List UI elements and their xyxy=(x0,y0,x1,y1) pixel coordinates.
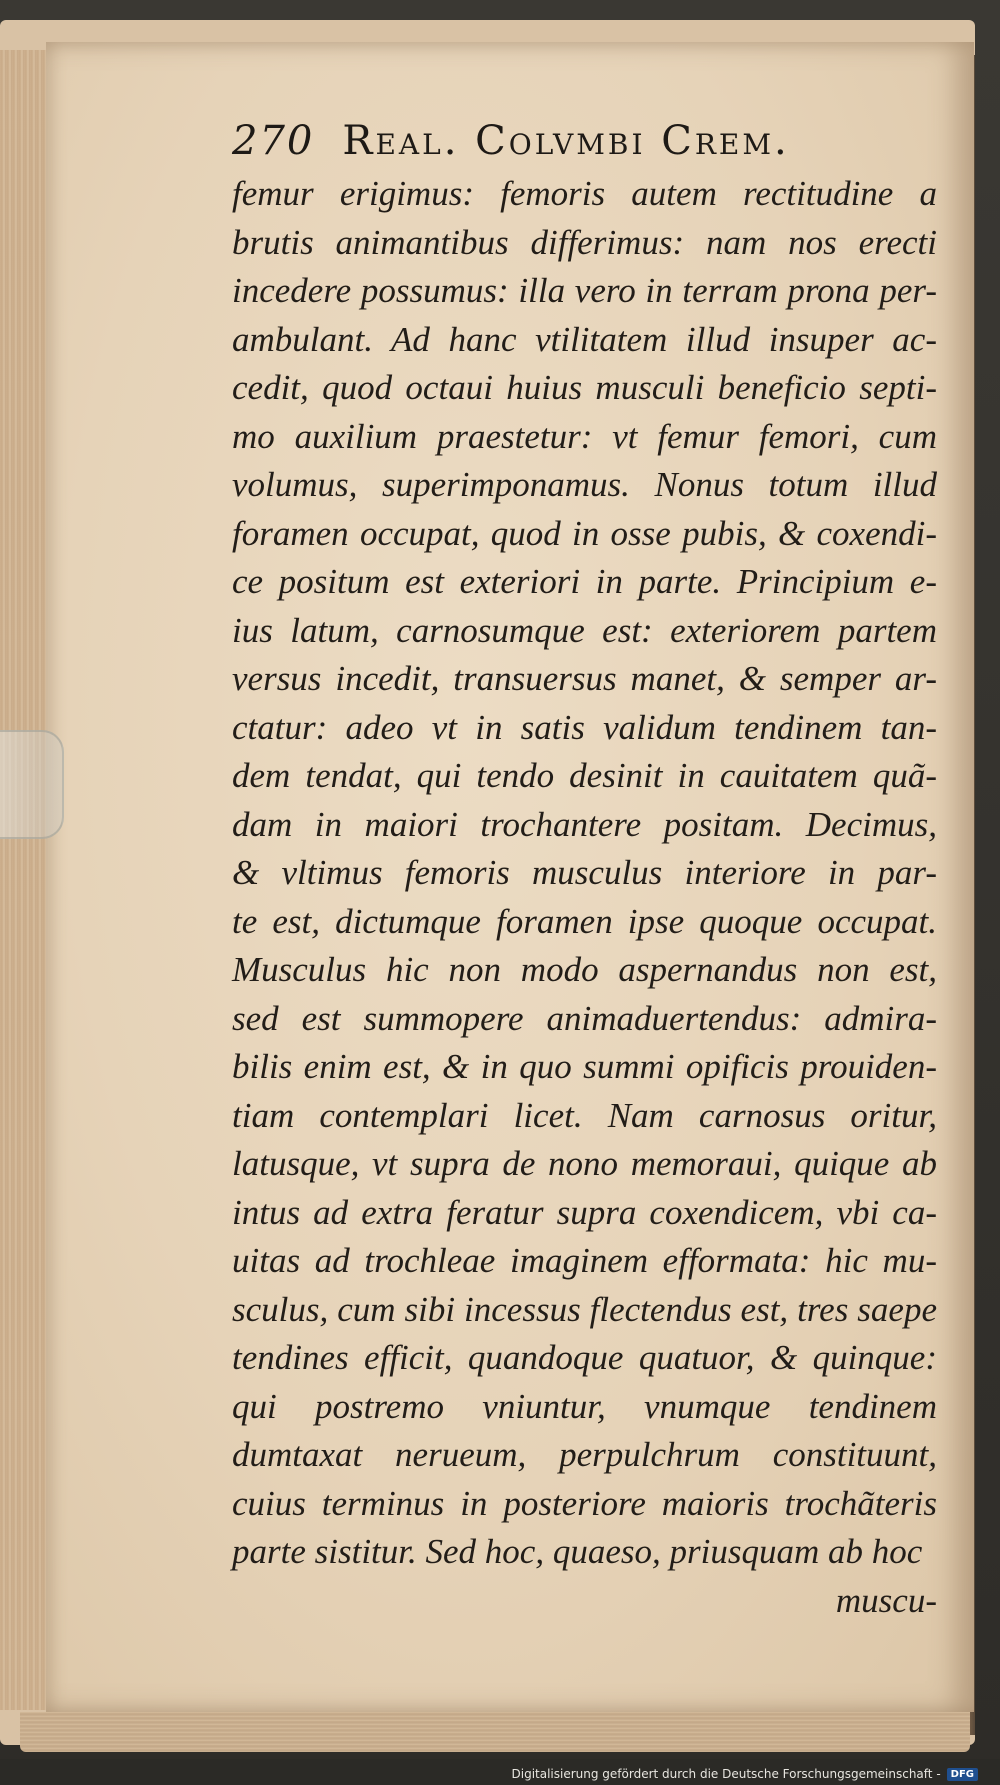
page-edges-left xyxy=(0,50,50,1710)
text-line: cuius terminus in posteriore maioris trochãteris xyxy=(232,1483,937,1523)
text-line: femur erigimus: femoris autem rectitudine a xyxy=(232,174,937,213)
text-line: sed est summopere animaduertendus: admira- xyxy=(232,998,937,1038)
page-clip xyxy=(0,730,64,839)
text-line: dumtaxat nerueum, perpulchrum constituunt, xyxy=(232,1435,937,1474)
credit-text: Digitalisierung gefördert durch die Deutsche Forschungsgemeinschaft - xyxy=(511,1767,941,1781)
text-line: mo auxilium praestetur: vt femur femori, cum xyxy=(232,416,937,456)
running-title: Real. Colvmbi Crem. xyxy=(342,118,790,164)
text-line: uitas ad trochleae imaginem efformata: hic mu- xyxy=(232,1241,937,1280)
text-line: dem tendat, qui tendo desinit in cauitatem quã- xyxy=(232,756,937,795)
text-line: versus incedit, transuersus manet, & semper ar- xyxy=(232,659,937,698)
text-line: brutis animantibus differimus: nam nos erecti xyxy=(232,222,937,262)
text-line: incedere possumus: illa vero in terram prona per- xyxy=(232,271,937,310)
text-line: & vltimus femoris musculus interiore in par- xyxy=(232,853,937,892)
text-line: qui postremo vniuntur, vnumque tendinem xyxy=(232,1386,937,1426)
text-line: parte sistitur. Sed hoc, quaeso, priusquam ab hoc xyxy=(232,1532,923,1571)
text-line: volumus, superimponamus. Nonus totum illud xyxy=(232,465,937,504)
digitization-credit xyxy=(512,1767,979,1781)
text-line: sculus, cum sibi incessus flectendus est, tres saepe xyxy=(232,1289,937,1329)
text-line: Musculus hic non modo aspernandus non est, xyxy=(232,950,937,989)
text-line: latusque, vt supra de nono memoraui, quique ab xyxy=(232,1144,937,1183)
page-edges-bottom xyxy=(20,1712,970,1752)
text-line: te est, dictumque foramen ipse quoque occupat. xyxy=(232,901,937,941)
page-text xyxy=(232,118,937,1625)
text-line: foramen occupat, quod in osse pubis, & coxendi- xyxy=(232,513,937,553)
running-head xyxy=(232,118,937,170)
text-line: tendines efficit, quandoque quatuor, & quinque: xyxy=(232,1338,937,1377)
text-line: bilis enim est, & in quo summi opificis prouiden- xyxy=(232,1047,937,1086)
text-line: ambulant. Ad hanc vtilitatem illud insuper ac- xyxy=(232,319,937,359)
text-line: tiam contemplari licet. Nam carnosus oritur, xyxy=(232,1095,937,1135)
dfg-logo: DFG xyxy=(947,1768,978,1781)
text-line: dam in maiori trochantere positam. Decimus, xyxy=(232,804,937,844)
text-line: ctatur: adeo vt in satis validum tendinem tan- xyxy=(232,707,937,747)
text-line: ius latum, carnosumque est: exteriorem partem xyxy=(232,610,937,650)
catchword: muscu- xyxy=(835,1580,937,1620)
text-line: cedit, quod octaui huius musculi beneficio septi- xyxy=(232,368,937,407)
text-line: ce positum est exteriori in parte. Principium e- xyxy=(232,562,937,601)
body-text xyxy=(232,170,937,1577)
page-number: 270 xyxy=(232,118,315,164)
text-line: intus ad extra feratur supra coxendicem, vbi ca- xyxy=(232,1192,937,1232)
footer-bar xyxy=(0,1759,1000,1785)
